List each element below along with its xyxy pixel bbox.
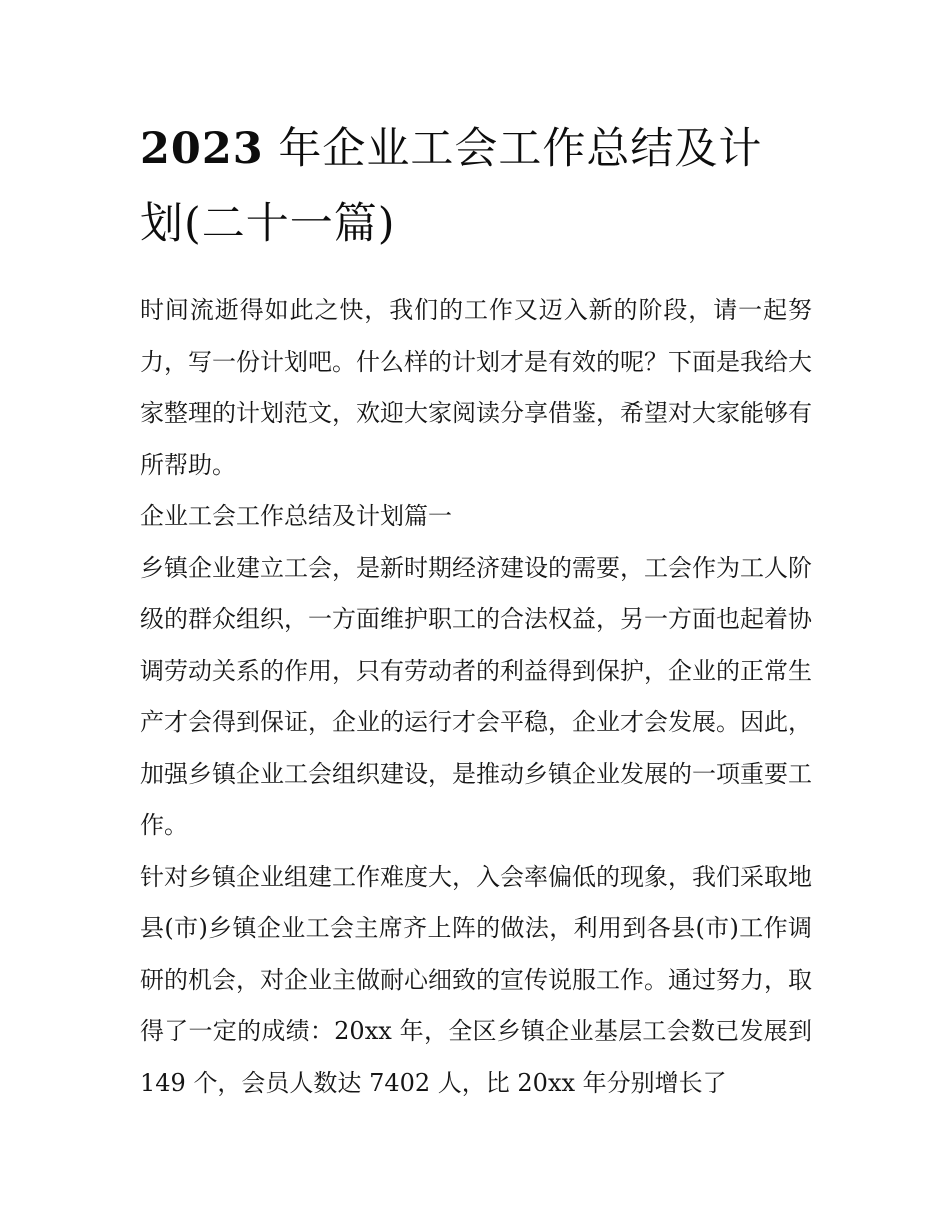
section-heading: 企业工会工作总结及计划篇一 <box>140 502 452 530</box>
body-paragraph: 针对乡镇企业组建工作难度大，入会率偏低的现象，我们采取地县(市)乡镇企业工会主席齐上阵的做法，利用到各县(市)工作调研的机会，对企业主做耐心细致的宣传说服工作。通过努力，取得了一定的成绩：20xx 年，全区乡镇企业基层工会数已发展到 149 个，会员人数达 7402 人，比 20xx 年分别增长了 <box>140 862 812 1097</box>
title-line1-text: 年企业工会工作总结及计 <box>263 124 763 174</box>
title-year: 2023 <box>140 124 264 174</box>
document-page <box>140 112 812 1109</box>
title-line2-text: 划(二十一篇) <box>140 199 396 249</box>
document-title <box>140 112 812 262</box>
intro-paragraph: 时间流逝得如此之快，我们的工作又迈入新的阶段，请一起努力，写一份计划吧。什么样的计划才是有效的呢？下面是我给大家整理的计划范文，欢迎大家阅读分享借鉴，希望对大家能够有所帮助。 <box>140 296 812 479</box>
body-paragraph: 乡镇企业建立工会，是新时期经济建设的需要，工会作为工人阶级的群众组织，一方面维护职工的合法权益，另一方面也起着协调劳动关系的作用，只有劳动者的利益得到保护，企业的正常生产才会得到保证，企业的运行才会平稳，企业才会发展。因此，加强乡镇企业工会组织建设，是推动乡镇企业发展的一项重要工作。 <box>140 553 812 839</box>
document-body <box>140 285 812 1109</box>
